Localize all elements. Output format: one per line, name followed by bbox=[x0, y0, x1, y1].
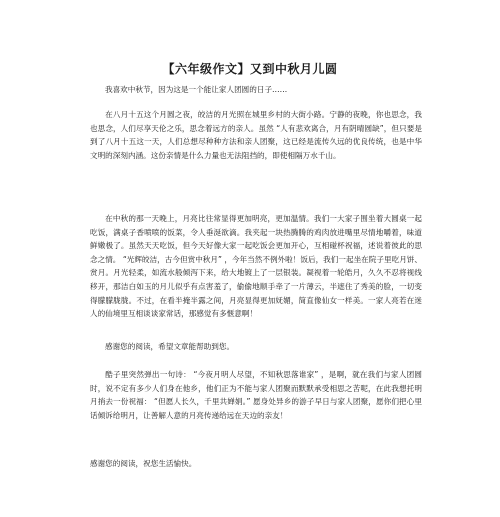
paragraph-text: 感谢您的阅读，希望文章能帮助到您。 bbox=[105, 342, 235, 351]
paragraph-text: 在八月十五这个月圆之夜，皎洁的月光照在城里乡村的大街小路。宁静的夜晚，你也思念，我也思念，人们尽享天伦之乐，思念着远方的亲人。虽然 “人有悲欢离合，月有阴晴圆缺”，但只要是到了八月十五这一天，人们总想尽种种方法和亲人团聚，这已经是流传久远的优良传统，也是中华文明的深刻内涵。这份亲情是什么力量也无法阻挡的，即使相隔万水千山。 bbox=[90, 110, 422, 160]
paragraph-3 bbox=[90, 212, 422, 321]
closing-line: 感谢您的阅读，祝您生活愉快。 bbox=[90, 459, 197, 468]
paragraph-text: 我喜欢中秋节，因为这是一个能让家人团圆的日子…… bbox=[105, 85, 288, 94]
paragraph-text: 酷子里突然弹出一句诗： “今夜月明人尽望，不知秋思落谁家” ，是啊，就在我们与家人团圆时，说不定有多少人们身在他乡，他们正为不能与家人团聚而默默承受相思之苦呢，在此我想托明月捎去一份祝福： “但愿人长久，千里共婵娟。” 愿身处异乡的游子早日与家人团聚，愿你们把心里话倾诉给明月，让善解人意的月亮传递给远在天边的亲友！ bbox=[90, 370, 422, 420]
paragraph-4 bbox=[90, 340, 422, 354]
paragraph-1 bbox=[90, 83, 422, 97]
document-title: 【六年级作文】又到中秋月儿圆 bbox=[162, 62, 338, 76]
paragraph-2 bbox=[90, 108, 422, 162]
paragraph-text: 在中秋的那一天晚上，月亮比往常显得更加明亮，更加温情。我们一大家子围坐着大圆桌一起吃饭，满桌子香喷喷的饭菜，令人垂涎欲滴。我夹起一块热腾腾的鸡肉放进嘴里尽情地嚼着，味道鲜嫩极了。虽然天天吃饭，但今天好像大家一起吃饭会更加开心，互相碰杯祝福，述说着彼此的思念之情。 “光辉皎洁，古今但赏中秋月” ，今年当然不例外啦！饭后，我们一起坐在院子里吃月饼、赏月。月光轻柔，如流水般倾泻下来，给大地镀上了一层银装。凝视着一轮皓月，久久不忍将视线移开，那洁白如玉的月儿似乎有点害羞了，偷偷地顺手牵了一片薄云，半遮住了秀美的脸，一切变得朦朦胧胧。不过，在看半掩半露之间，月亮显得更加妩媚，简直像仙女一样美。一家人亮若在迷人的仙境里互相谈谈家常话，那感觉有多惬意啊！ bbox=[90, 214, 422, 319]
paragraph-5 bbox=[90, 368, 422, 422]
